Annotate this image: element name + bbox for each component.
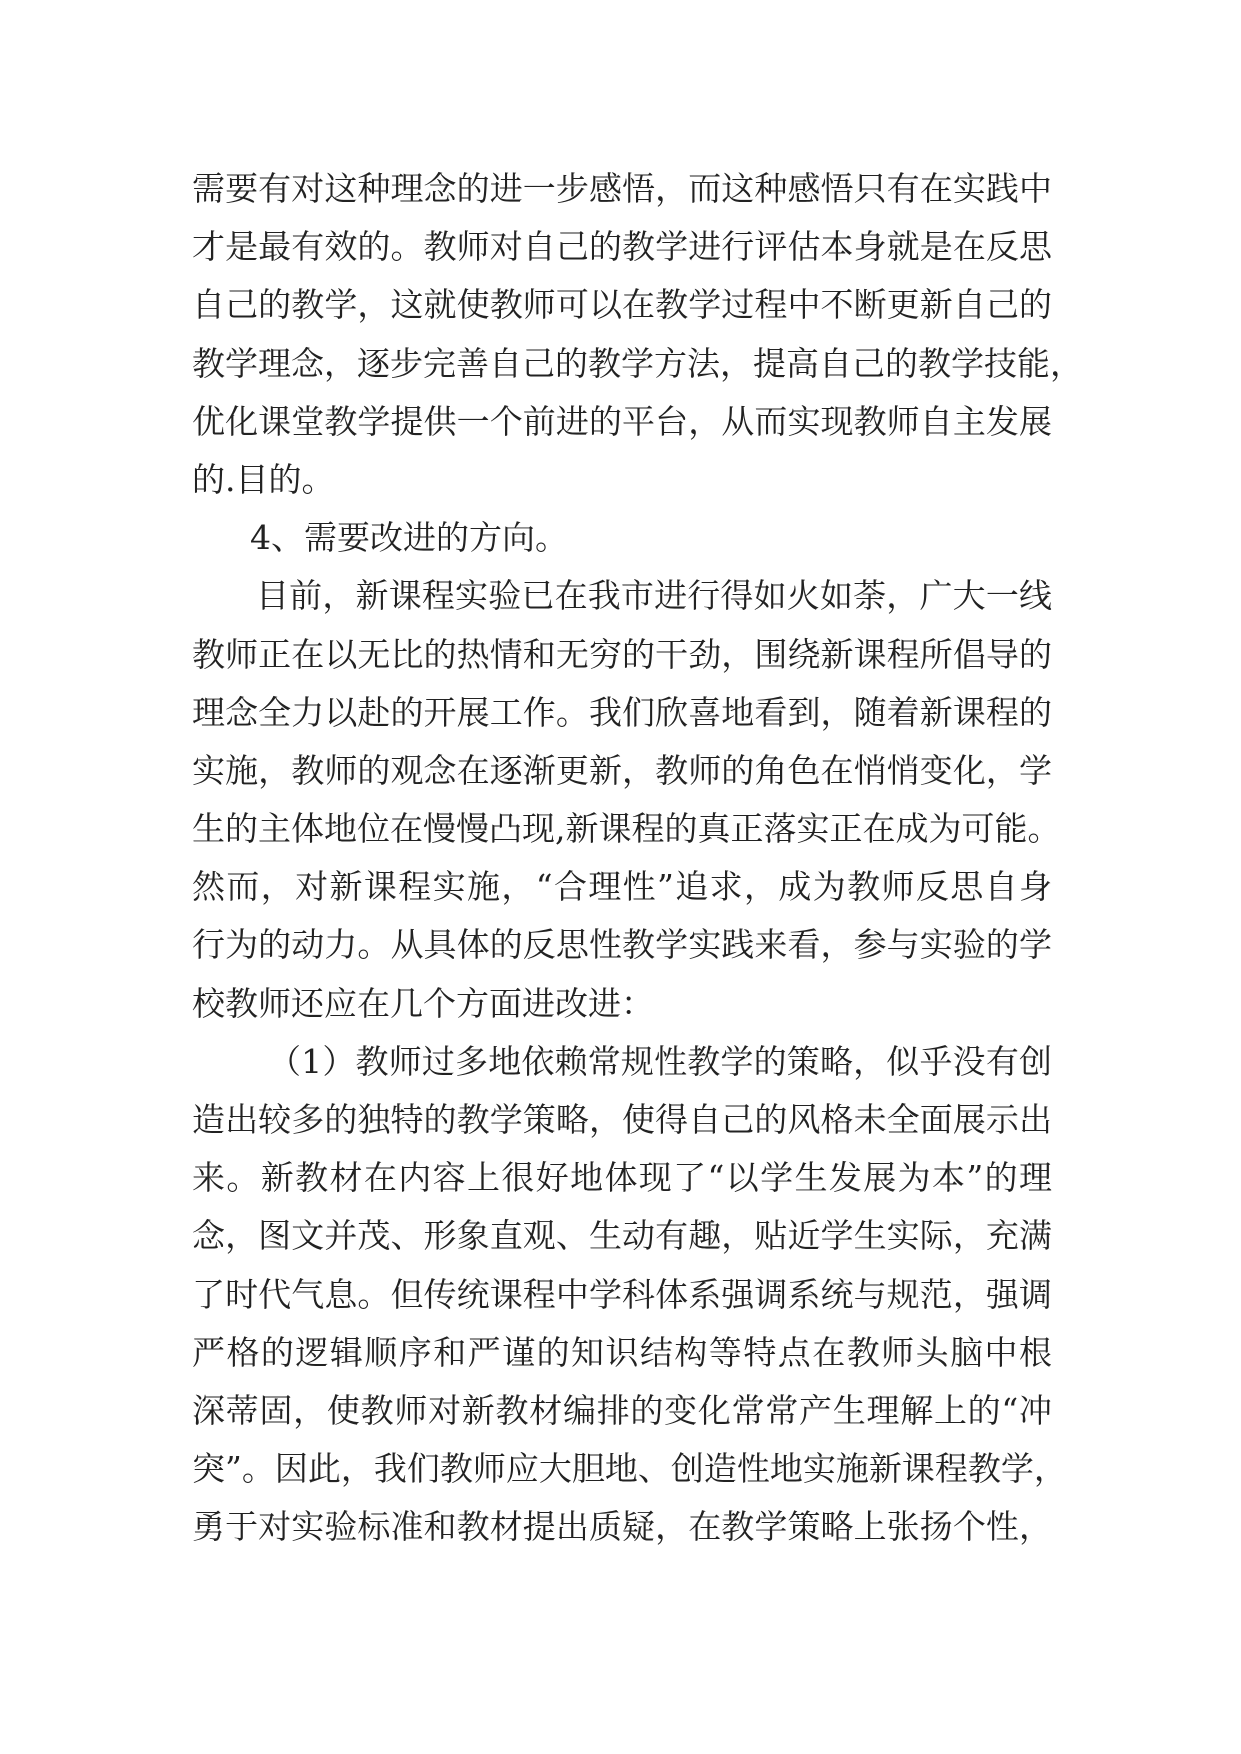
text-line: 实施，教师的观念在逐渐更新，教师的角色在悄悄变化，学 <box>192 750 1052 790</box>
document-body <box>192 160 1083 1557</box>
text-line: 然而，对新课程实施，“合理性”追求，成为教师反思自身 <box>192 867 1052 907</box>
text-line: 念，图文并茂、形象直观、生动有趣，贴近学生实际，充满 <box>192 1216 1052 1256</box>
paragraph <box>192 1033 1067 1557</box>
text-line: 突”。因此，我们教师应大胆地、创造性地实施新课程教学， <box>192 1449 1067 1489</box>
text-line: 优化课堂教学提供一个前进的平台，从而实现教师自主发展 <box>192 401 1052 441</box>
text-line: 教师正在以无比的热情和无穷的干劲，围绕新课程所倡导的 <box>192 634 1052 674</box>
paragraph <box>192 567 1061 1033</box>
text-line: 深蒂固，使教师对新教材编排的变化常常产生理解上的“冲 <box>192 1390 1052 1430</box>
text-line: 目前，新课程实验已在我市进行得如火如荼，广大一线 <box>256 576 1052 616</box>
text-line: 校教师还应在几个方面进改进： <box>192 983 654 1023</box>
text-line: 造出较多的独特的教学策略，使得自己的风格未全面展示出 <box>192 1100 1052 1139</box>
text-line: 才是最有效的。教师对自己的教学进行评估本身就是在反思 <box>192 227 1052 267</box>
heading-line: 4、需要改进的方向。 <box>250 518 568 558</box>
text-line: 的.目的。 <box>192 459 335 499</box>
text-line: 需要有对这种理念的进一步感悟，而这种感悟只有在实践中 <box>192 169 1052 208</box>
text-line: 自己的教学，这就使教师可以在教学过程中不断更新自己的 <box>192 285 1052 325</box>
text-line: 行为的动力。从具体的反思性教学实践来看，参与实验的学 <box>192 925 1052 965</box>
text-line: 严格的逻辑顺序和严谨的知识结构等特点在教师头脑中根 <box>192 1332 1052 1372</box>
text-line: 来。新教材在内容上很好地体现了“以学生发展为本”的理 <box>192 1158 1052 1198</box>
text-line: 勇于对实验标准和教材提出质疑，在教学策略上张扬个性， <box>192 1507 1052 1547</box>
text-line: （1）教师过多地依赖常规性教学的策略，似乎没有创 <box>268 1041 1052 1081</box>
text-line: 理念全力以赴的开展工作。我们欣喜地看到，随着新课程的 <box>192 692 1052 732</box>
section-heading <box>192 509 1052 567</box>
text-line: 教学理念，逐步完善自己的教学方法，提高自己的教学技能， <box>192 343 1083 383</box>
text-line: 生的主体地位在慢慢凸现,新课程的真正落实正在成为可能。 <box>192 809 1061 849</box>
text-line: 了时代气息。但传统课程中学科体系强调系统与规范，强调 <box>192 1274 1052 1314</box>
paragraph <box>192 160 1083 509</box>
